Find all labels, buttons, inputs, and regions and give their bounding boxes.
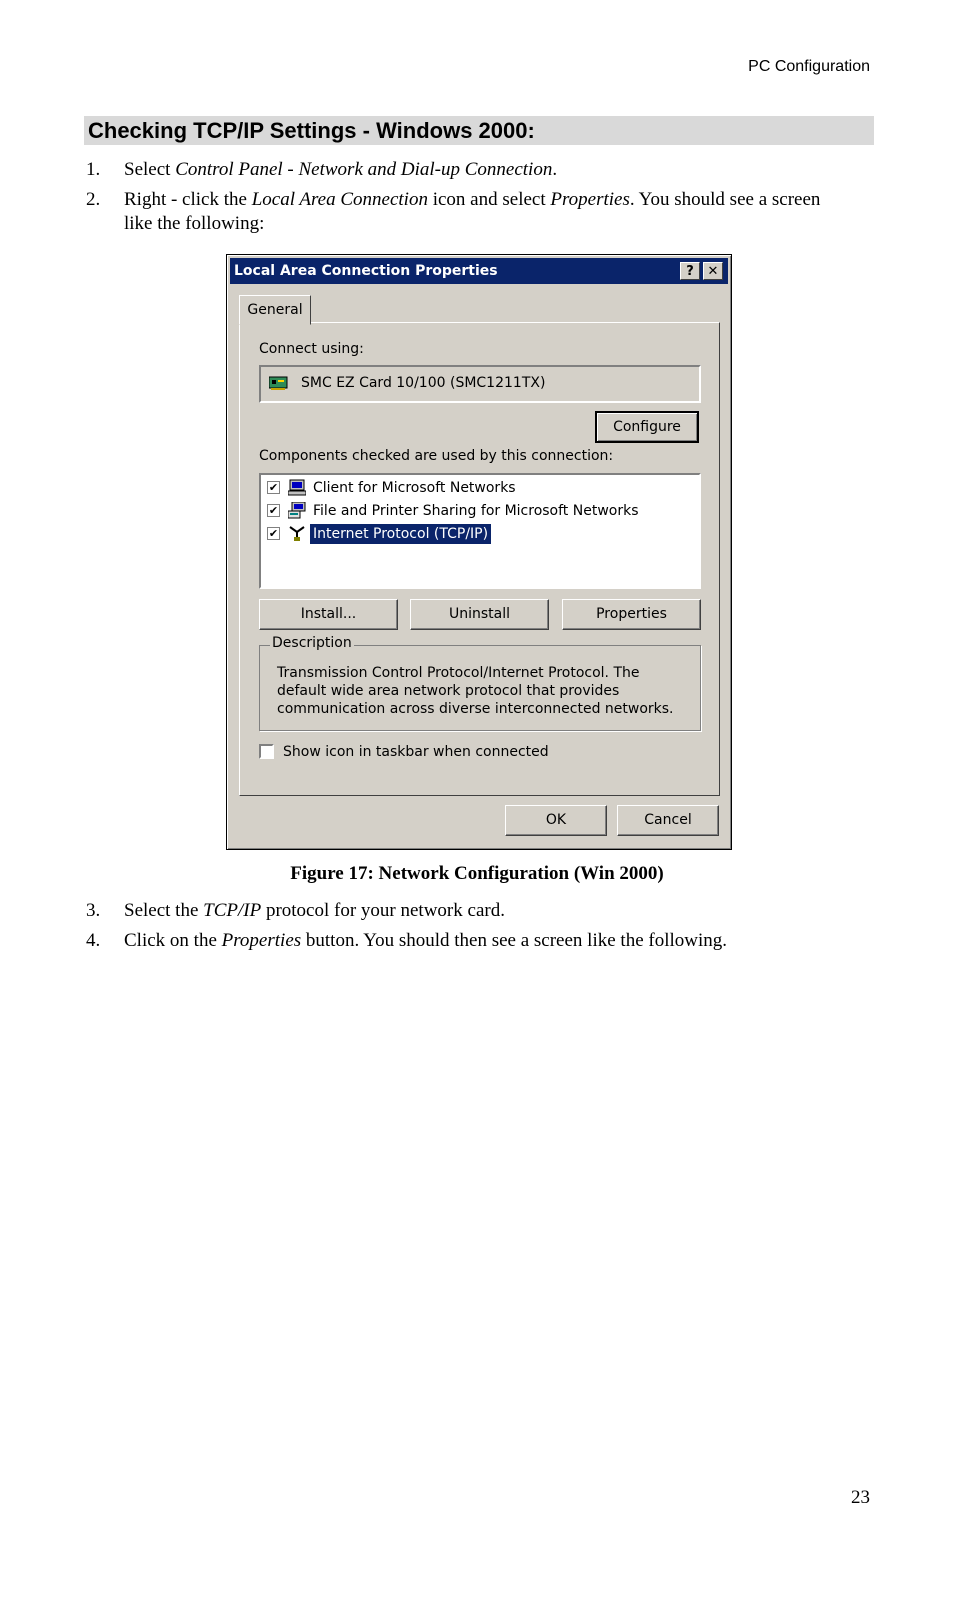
description-title: Description [272,635,352,651]
close-button[interactable] [703,262,723,280]
step-text [124,188,844,236]
step-number: 2. [86,189,101,210]
cancel-button[interactable]: Cancel [617,805,719,836]
close-icon: ✕ [707,264,719,279]
configure-button[interactable]: Configure [595,411,699,443]
figure-caption: Figure 17: Network Configuration (Win 2000) [290,863,664,884]
component-label: Client for Microsoft Networks [313,480,516,496]
emphasized-term: Properties [221,930,302,951]
description-text: Transmission Control Protocol/Internet Protocol. The default wide area network protocol that provides communication across diverse interconnected networks. [277,665,674,717]
emphasized-term: TCP/IP [203,900,262,921]
connect-using-label: Connect using: [259,341,364,357]
step-text-run: icon and select [427,189,551,210]
show-icon-checkbox[interactable] [259,744,274,759]
running-header: PC Configuration [748,58,870,75]
step-number: 1. [86,159,101,180]
step-text-run: button. You should then see a screen like the following. [301,930,728,951]
file-printer-sharing-icon [288,502,306,519]
dialog-title: Local Area Connection Properties [234,263,498,279]
section-title: Checking TCP/IP Settings - Windows 2000: [84,116,874,145]
component-checkbox[interactable]: ✔ [268,481,279,494]
show-icon-label[interactable]: Show icon in taskbar when connected [283,744,549,760]
components-list[interactable] [259,473,701,589]
description-group [259,635,701,731]
component-checkbox[interactable]: ✔ [268,504,279,517]
component-label: File and Printer Sharing for Microsoft Networks [313,503,639,519]
page-number: 23 [851,1487,870,1508]
emphasized-term: Local Area Connection [251,189,428,210]
step-number: 3. [86,900,101,921]
step-text-run: Click on the [124,930,222,951]
help-icon: ? [686,264,694,279]
uninstall-button[interactable]: Uninstall [410,599,549,630]
dialog-titlebar[interactable] [230,258,728,284]
step-text-run: . You should see a screen like the following: [124,189,821,234]
network-client-icon [288,479,306,496]
adapter-field [259,365,701,403]
help-button[interactable] [680,262,700,280]
step-text-run: Select [124,159,176,180]
step-text-run: Select the [124,900,204,921]
network-card-icon [269,375,289,391]
step-text-run: protocol for your network card. [261,900,505,921]
ok-button[interactable]: OK [505,805,607,836]
local-area-connection-properties-dialog [226,254,732,850]
step-number: 4. [86,930,101,951]
emphasized-term: Properties [550,189,630,210]
properties-button[interactable]: Properties [562,599,701,630]
step-text [124,158,844,182]
step-text-run: Right - click the [124,189,252,210]
step-text [124,899,844,923]
install-button[interactable]: Install... [259,599,398,630]
adapter-name: SMC EZ Card 10/100 (SMC1211TX) [301,375,546,391]
emphasized-term: Control Panel - Network and Dial-up Connection [175,159,553,180]
components-label: Components checked are used by this connection: [259,448,614,464]
step-text [124,929,844,953]
step-text-run: . [552,159,558,180]
tab-general[interactable]: General [239,295,311,325]
component-checkbox[interactable]: ✔ [268,527,279,540]
protocol-icon [288,525,306,542]
component-label-selected: Internet Protocol (TCP/IP) [310,524,491,544]
